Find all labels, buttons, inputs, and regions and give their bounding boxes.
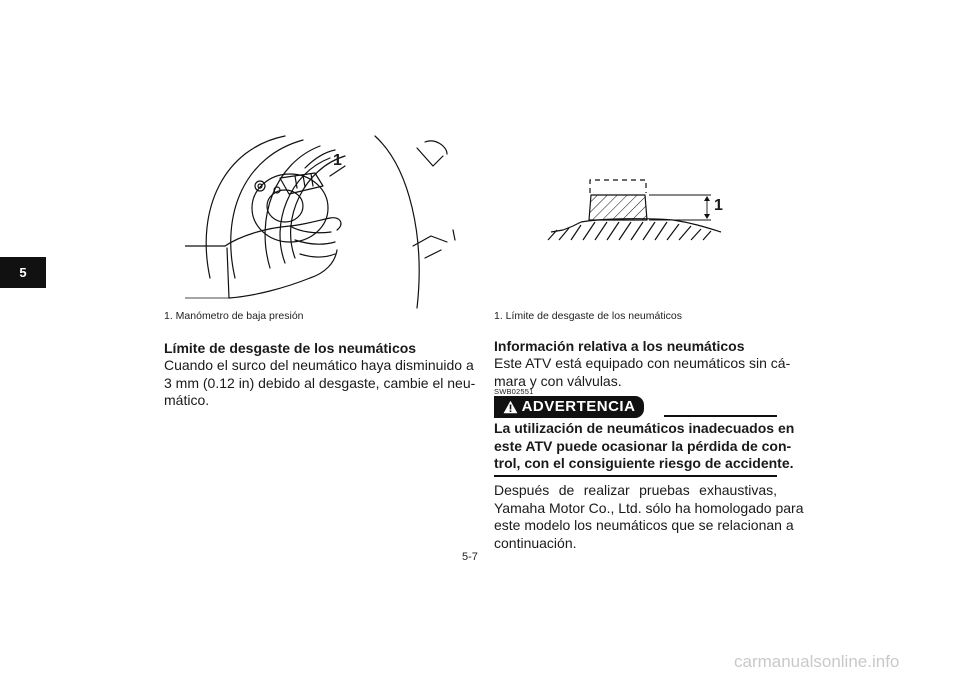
warning-code: SWB02551: [494, 387, 534, 396]
text-line: este modelo los neumáticos que se relacionan a: [494, 517, 794, 533]
warning-triangle-icon: [503, 400, 518, 414]
section-heading-tire-wear: Límite de desgaste de los neumáticos: [164, 340, 417, 356]
figure-caption-left: 1. Manómetro de baja presión: [164, 310, 304, 322]
paragraph-tire-info: [494, 355, 791, 390]
text-line: mara y con válvulas.: [494, 372, 622, 389]
chapter-tab: 5: [0, 257, 46, 288]
text-line: continuación.: [494, 534, 577, 551]
figure-caption-right: 1. Límite de desgaste de los neumáticos: [494, 310, 682, 322]
watermark: carmanualsonline.info: [734, 652, 900, 671]
section-heading-tire-info: Información relativa a los neumáticos: [494, 338, 745, 354]
warning-label: ADVERTENCIA: [521, 398, 636, 415]
text-line: mático.: [164, 392, 210, 408]
figure-callout-left: 1: [333, 152, 342, 169]
warning-top-rule: [664, 415, 777, 417]
paragraph-homologation: [494, 482, 804, 552]
tire-pressure-gauge-illustration: [185, 128, 470, 310]
text-line: este ATV puede ocasionar la pérdida de con-: [494, 437, 792, 454]
warning-text: [494, 420, 795, 473]
text-line: Después de realizar pruebas exhaustivas,: [494, 482, 777, 498]
text-line: La utilización de neumáticos inadecuados en: [494, 420, 795, 436]
warning-bottom-rule: [494, 475, 777, 477]
text-line: Este ATV está equipado con neumáticos sin cá-: [494, 355, 791, 371]
text-line: Yamaha Motor Co., Ltd. sólo ha homologado para: [494, 499, 804, 516]
figure-callout-right: 1: [714, 197, 723, 214]
text-line: 3 mm (0.12 in) debido al desgaste, cambie el neu-: [164, 374, 476, 391]
text-line: Cuando el surco del neumático haya disminuido a: [164, 357, 474, 373]
text-line: trol, con el consiguiente riesgo de accidente.: [494, 455, 794, 471]
tread-wear-limit-diagram: [543, 170, 728, 242]
warning-badge: [494, 396, 644, 418]
page-number: 5-7: [462, 551, 478, 563]
paragraph-tire-wear: [164, 357, 476, 410]
